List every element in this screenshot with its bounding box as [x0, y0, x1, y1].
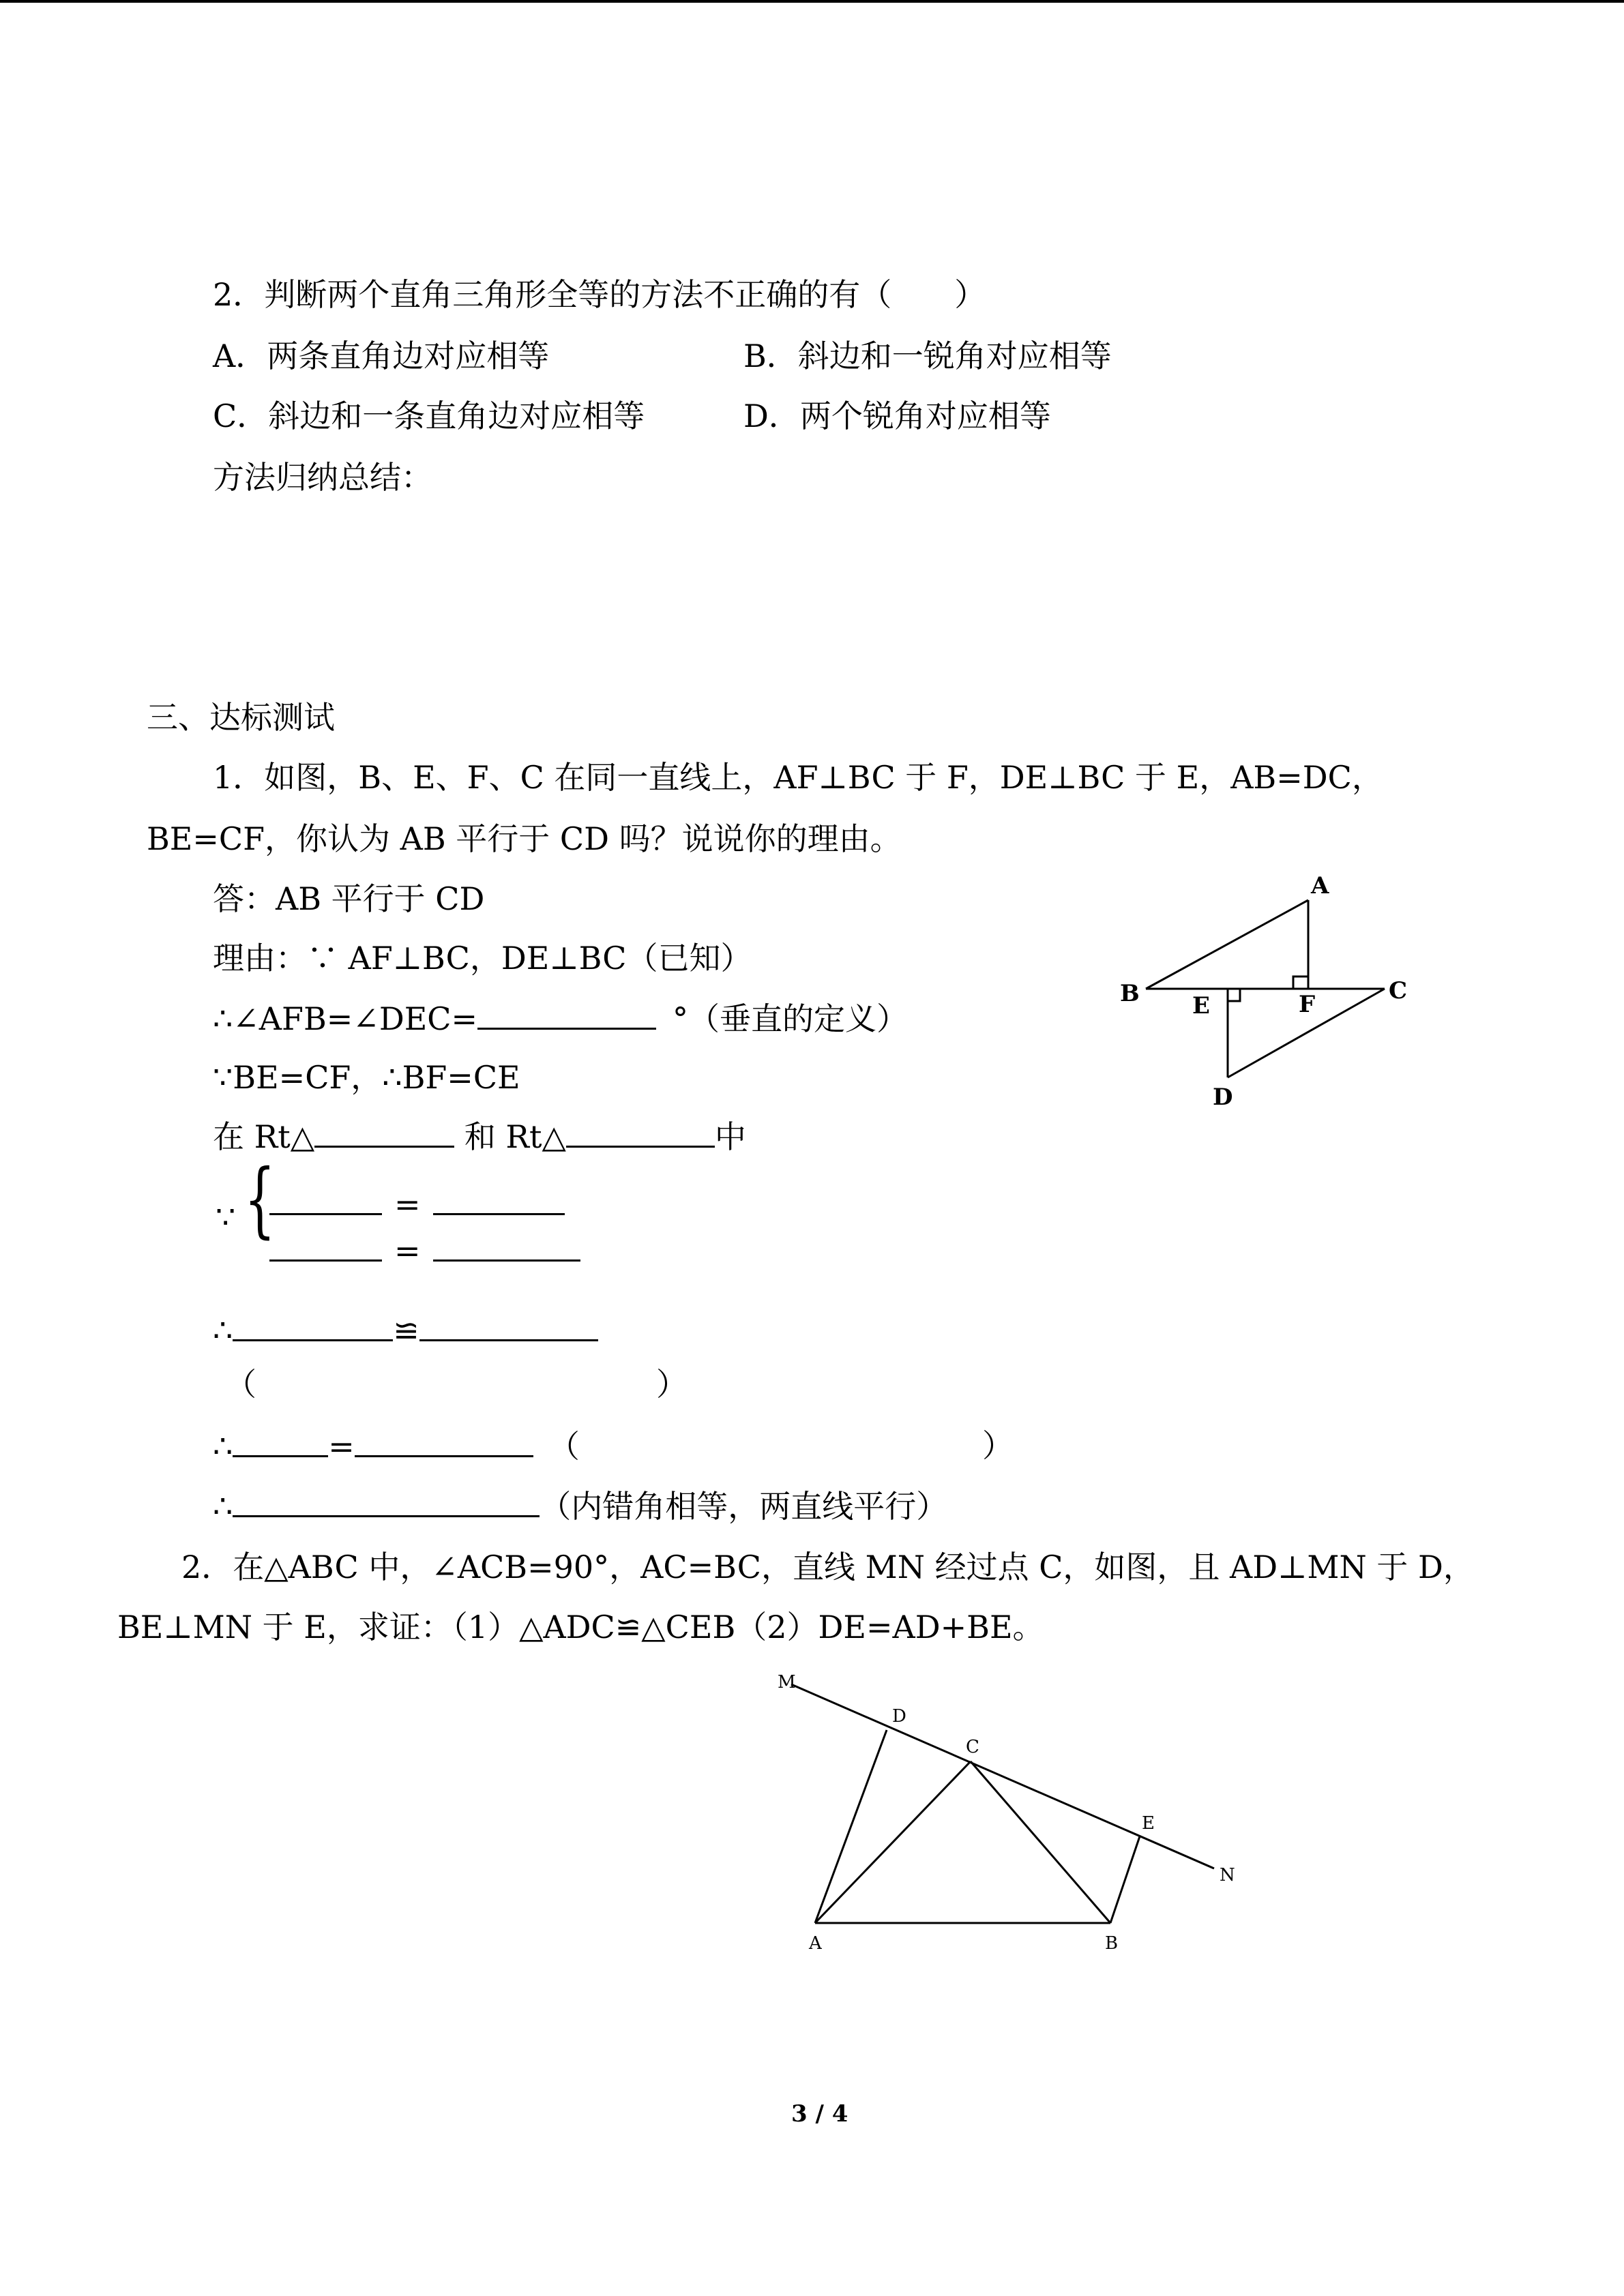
paren-close-2: ）: [982, 1427, 1014, 1464]
angle-eq-blank-right[interactable]: [355, 1425, 533, 1457]
paren-close-1: ）: [656, 1366, 688, 1403]
label-e2: E: [1142, 1813, 1155, 1834]
q1-answer: 答：AB 平行于 CD: [213, 880, 485, 917]
option-a: A．两条直角边对应相等: [213, 338, 550, 374]
label-c2: C: [966, 1737, 979, 1757]
label-a2: A: [809, 1933, 822, 1954]
because-symbol: ∵: [216, 1199, 236, 1236]
q1-step-rt: [213, 1116, 746, 1157]
question-2-stem: 2．判断两个直角三角形全等的方法不正确的有（ ）: [213, 276, 986, 313]
eq1-blank-left[interactable]: [269, 1183, 382, 1215]
label-c: C: [1389, 977, 1408, 1004]
angle-blank[interactable]: [477, 998, 656, 1030]
step-rt-mid: 和 Rt△: [454, 1118, 566, 1155]
q1-conclusion-step: [213, 1485, 947, 1527]
angle-eq-sign: =: [328, 1428, 355, 1465]
brace: {: [244, 1152, 276, 1247]
label-n: N: [1220, 1865, 1235, 1885]
figure-1: [1112, 866, 1419, 1125]
option-c: C．斜边和一条直角边对应相等: [213, 398, 645, 434]
page-number: 3 / 4: [791, 2100, 848, 2128]
q1-stem-line1: 1．如图，B、E、F、C 在同一直线上，AF⊥BC 于 F，DE⊥BC 于 E，AB=DC，: [213, 759, 1383, 796]
section-heading: 三、达标测试: [147, 699, 335, 736]
option-b: B．斜边和一锐角对应相等: [743, 338, 1112, 374]
step-angle-prefix: ∴∠AFB=∠DEC=: [213, 1000, 478, 1037]
paren-open-2: （: [548, 1428, 580, 1465]
eq2-blank-left[interactable]: [269, 1229, 382, 1262]
q1-congruent-step: [213, 1309, 598, 1351]
label-d2: D: [892, 1706, 906, 1727]
brace-line-1: [269, 1183, 565, 1225]
conclusion-reason: （内错角相等，两直线平行）: [540, 1488, 948, 1525]
line-ac: [815, 1761, 971, 1923]
therefore-symbol-3: ∴: [213, 1488, 233, 1525]
step-rt-prefix: 在 Rt△: [213, 1118, 315, 1155]
line-ab: [1146, 900, 1308, 989]
label-e: E: [1192, 992, 1210, 1019]
line-be: [1110, 1836, 1140, 1923]
label-m: M: [778, 1672, 796, 1693]
line-mn: [791, 1684, 1214, 1868]
line-bc: [971, 1761, 1110, 1923]
q1-reason: 理由：∵ AF⊥BC，DE⊥BC（已知）: [213, 940, 752, 976]
q1-stem-line2: BE=CF，你认为 AB 平行于 CD 吗？说说你的理由。: [147, 820, 902, 857]
brace-line-2: [269, 1229, 580, 1271]
right-angle-f: [1293, 976, 1308, 989]
q1-step-be-cf: ∵BE=CF，∴BF=CE: [213, 1059, 520, 1096]
rt-blank-2[interactable]: [566, 1116, 715, 1148]
right-angle-e: [1228, 989, 1240, 1001]
method-summary-label: 方法归纳总结：: [213, 459, 432, 496]
top-border: [0, 0, 1624, 3]
step-rt-suffix: 中: [714, 1118, 746, 1155]
eq2-sign: =: [394, 1232, 421, 1269]
angle-eq-blank-left[interactable]: [233, 1425, 328, 1457]
label-f: F: [1299, 991, 1316, 1018]
label-d: D: [1213, 1084, 1233, 1111]
label-b: B: [1120, 980, 1140, 1007]
line-ad: [815, 1730, 887, 1923]
eq2-blank-right[interactable]: [433, 1229, 580, 1262]
congruent-symbol: ≌: [393, 1312, 419, 1349]
therefore-symbol: ∴: [213, 1312, 233, 1349]
conclusion-blank[interactable]: [233, 1485, 540, 1517]
q2-stem-line2: BE⊥MN 于 E，求证：（1）△ADC≌△CEB（2）DE=AD+BE。: [117, 1609, 1044, 1645]
eq1-blank-right[interactable]: [433, 1183, 565, 1215]
therefore-symbol-2: ∴: [213, 1428, 233, 1465]
q2-stem-line1: 2．在△ABC 中，∠ACB=90°，AC=BC，直线 MN 经过点 C，如图，且 AD⊥MN 于 D，: [181, 1549, 1475, 1585]
q1-angle-equal-step: [213, 1425, 580, 1467]
step-angle-suffix: °（垂直的定义）: [673, 1000, 909, 1037]
congruent-blank-right[interactable]: [419, 1309, 598, 1341]
congruent-blank-left[interactable]: [233, 1309, 393, 1341]
figure-2: [764, 1664, 1255, 1964]
rt-blank-1[interactable]: [314, 1116, 454, 1148]
label-a: A: [1311, 872, 1329, 899]
paren-open-1: （: [225, 1366, 256, 1403]
eq1-sign: =: [394, 1186, 421, 1223]
option-d: D．两个锐角对应相等: [743, 398, 1051, 434]
q1-step-angle: [213, 998, 908, 1039]
label-b2: B: [1105, 1933, 1119, 1954]
